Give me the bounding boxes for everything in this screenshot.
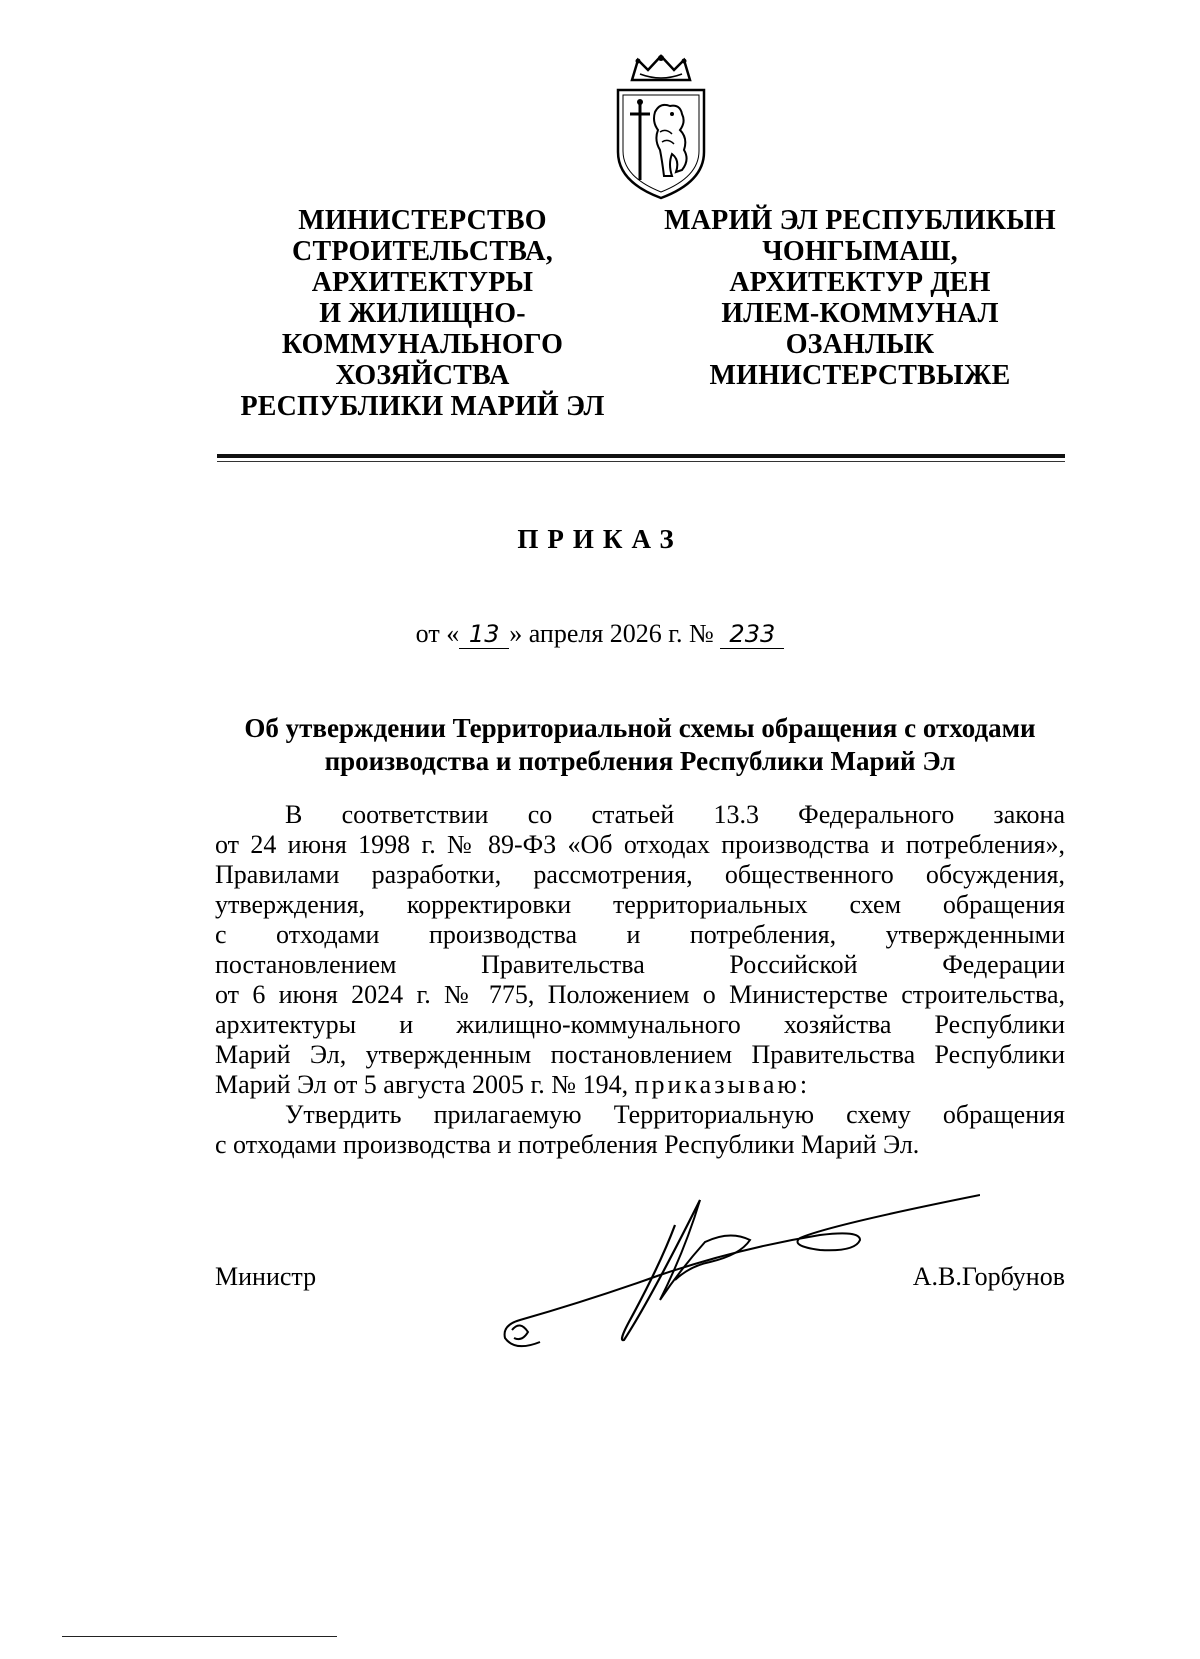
body-line: от 24 июня 1998 г. № 89-ФЗ «Об отходах производства и потребления», bbox=[215, 830, 1065, 859]
document-number-handwritten: 233 bbox=[720, 620, 784, 649]
header-left-line: И ЖИЛИЩНО- bbox=[319, 298, 526, 329]
signatory-position: Министр bbox=[215, 1262, 317, 1291]
date-day-handwritten: 13 bbox=[459, 620, 509, 649]
subject-line: производства и потребления Республики Марий Эл bbox=[324, 746, 956, 776]
header-divider-thick bbox=[217, 454, 1065, 458]
body-line: утверждения, корректировки территориальных схем обращения bbox=[215, 890, 1065, 919]
date-middle: » апреля 2026 г. № bbox=[509, 619, 714, 648]
document-title: ПРИКАЗ bbox=[517, 524, 683, 554]
header-right-line: ЧОНГЫМАШ, bbox=[762, 236, 958, 267]
header-left-line: МИНИСТЕРСТВО bbox=[298, 205, 547, 236]
body-line: с отходами производства и потребления, утвержденными bbox=[215, 920, 1065, 949]
order-line-text: Марий Эл от 5 августа 2005 г. № 194, bbox=[215, 1070, 629, 1099]
decision-line: с отходами производства и потребления Республики Марий Эл. bbox=[215, 1130, 920, 1159]
header-ministry-russian bbox=[235, 205, 610, 422]
header-right-line: МАРИЙ ЭЛ РЕСПУБЛИКЫН bbox=[664, 205, 1056, 236]
order-word: приказываю: bbox=[634, 1070, 811, 1099]
body-line: Правилами разработки, рассмотрения, общественного обсуждения, bbox=[215, 860, 1065, 889]
header-left-line: СТРОИТЕЛЬСТВА, bbox=[292, 236, 553, 267]
header-left-line: КОММУНАЛЬНОГО bbox=[281, 329, 564, 360]
date-prefix: от « bbox=[415, 619, 460, 648]
header-right-line: АРХИТЕКТУР ДЕН bbox=[729, 267, 991, 298]
document-body bbox=[215, 800, 1065, 1160]
header-right-line: ИЛЕМ-КОММУНАЛ bbox=[721, 298, 999, 329]
header-left-line: ХОЗЯЙСТВА bbox=[335, 360, 510, 391]
subject-line: Об утверждении Территориальной схемы обращения с отходами bbox=[244, 713, 1036, 743]
body-line: Марий Эл, утвержденным постановлением Правительства Республики bbox=[215, 1040, 1065, 1069]
body-line: от 6 июня 2024 г. № 775, Положением о Министерстве строительства, bbox=[215, 980, 1065, 1009]
header-left-line: РЕСПУБЛИКИ МАРИЙ ЭЛ bbox=[240, 391, 605, 422]
body-order-line bbox=[215, 1070, 1065, 1100]
decision-line: Утвердить прилагаемую Территориальную схему обращения bbox=[285, 1100, 1065, 1129]
coat-of-arms-emblem bbox=[610, 52, 712, 202]
body-line: архитектуры и жилищно-коммунального хозяйства Республики bbox=[215, 1010, 1065, 1039]
header-right-line: МИНИСТЕРСТВЫЖЕ bbox=[709, 360, 1011, 391]
document-subject bbox=[215, 712, 1065, 778]
header-ministry-mari bbox=[660, 205, 1060, 391]
body-line: В соответствии со статьей 13.3 Федерального закона bbox=[285, 800, 1065, 829]
header-right-line: ОЗАНЛЫК bbox=[785, 329, 935, 360]
signatory-name: А.В.Горбунов bbox=[912, 1262, 1065, 1291]
header-left-line: АРХИТЕКТУРЫ bbox=[311, 267, 534, 298]
footer-divider bbox=[62, 1636, 337, 1637]
body-line: постановлением Правительства Российской Федерации bbox=[215, 950, 1065, 979]
document-date-line bbox=[0, 619, 1200, 649]
header-divider-thin bbox=[217, 461, 1065, 462]
